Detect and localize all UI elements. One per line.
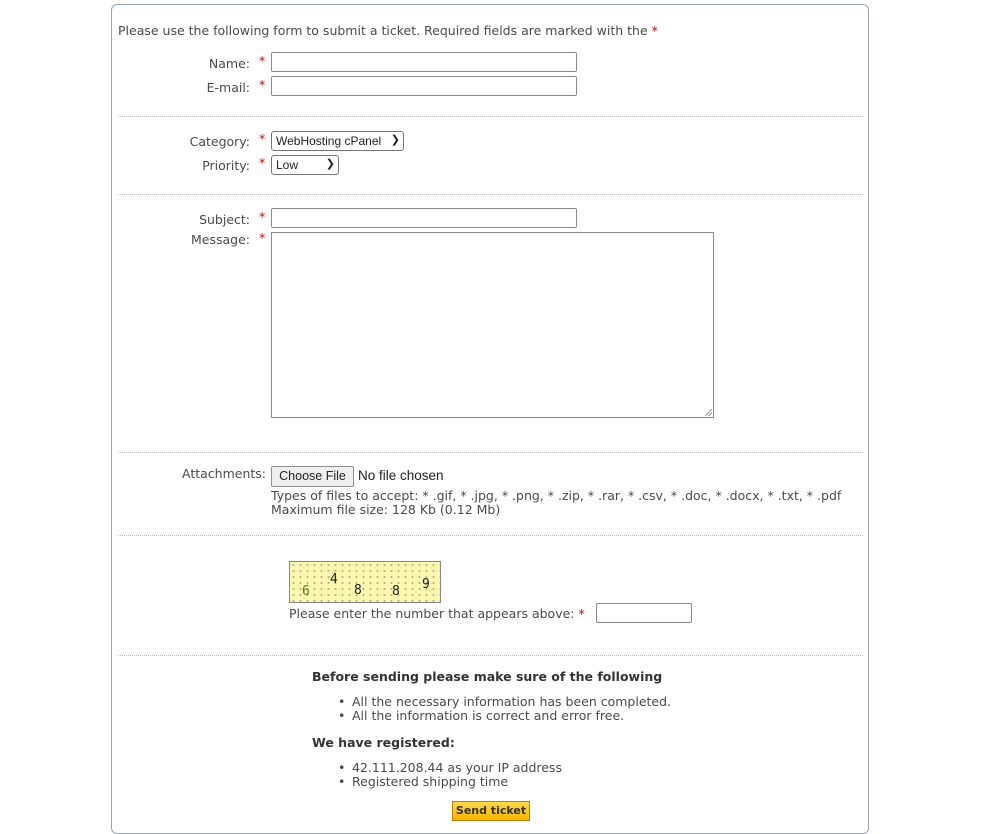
captcha-input[interactable] [596,603,692,623]
divider [118,452,863,453]
chevron-down-icon: ❯ [325,158,335,170]
captcha-digit: 9 [422,577,430,592]
priority-select[interactable] [271,155,339,175]
subject-input[interactable] [271,208,577,228]
required-star: * [259,131,266,146]
category-select[interactable] [271,131,404,151]
message-label: Message: [191,232,251,247]
divider [118,535,863,536]
registered-list [336,761,562,789]
checklist-heading: Before sending please make sure of the following [312,669,663,684]
email-label: E-mail: [206,80,251,95]
attachments-label: Attachments: [182,466,267,481]
choose-file-button[interactable]: Choose File [271,466,354,487]
captcha-digit: 6 [302,584,310,599]
file-status: No file chosen [358,468,444,483]
list-item: • Registered shipping time [336,775,562,789]
captcha-digit: 8 [354,583,362,598]
priority-selected-value: Low [276,158,299,172]
max-file-size-text: Maximum file size: 128 Kb (0.12 Mb) [271,502,501,517]
list-item: • All the information is correct and error free. [336,709,671,723]
form-intro [118,23,658,38]
captcha-digit: 4 [330,572,338,587]
required-star: * [259,230,266,245]
subject-label: Subject: [199,212,251,227]
send-ticket-button[interactable]: Send ticket [452,801,530,821]
email-input[interactable] [271,76,577,96]
name-label: Name: [208,56,251,71]
priority-label: Priority: [202,158,251,173]
captcha-image [289,561,441,603]
captcha-digit: 8 [392,584,400,599]
divider [118,194,863,195]
list-item: • 42.111.208.44 as your IP address [336,761,562,775]
list-item: • All the necessary information has been completed. [336,695,671,709]
required-star: * [651,23,658,38]
message-textarea[interactable] [271,232,714,418]
required-star: * [259,53,266,68]
required-star: * [259,209,266,224]
chevron-down-icon: ❯ [390,134,400,146]
intro-text: Please use the following form to submit a ticket. Required fields are marked with the [118,23,648,38]
registered-heading: We have registered: [312,735,455,750]
divider [118,116,863,117]
divider [118,655,863,656]
name-input[interactable] [271,52,577,72]
required-star: * [259,155,266,170]
required-star: * [578,606,585,621]
resize-handle-icon[interactable] [705,409,712,416]
file-types-text: Types of files to accept: * .gif, * .jpg, * .png, * .zip, * .rar, * .csv, * .doc, * .docx, * .txt, * .pdf [271,488,842,503]
required-star: * [259,77,266,92]
category-label: Category: [189,134,251,149]
category-selected-value: WebHosting cPanel [276,134,382,148]
checklist-list [336,695,671,723]
captcha-prompt: Please enter the number that appears above: * [289,606,585,621]
